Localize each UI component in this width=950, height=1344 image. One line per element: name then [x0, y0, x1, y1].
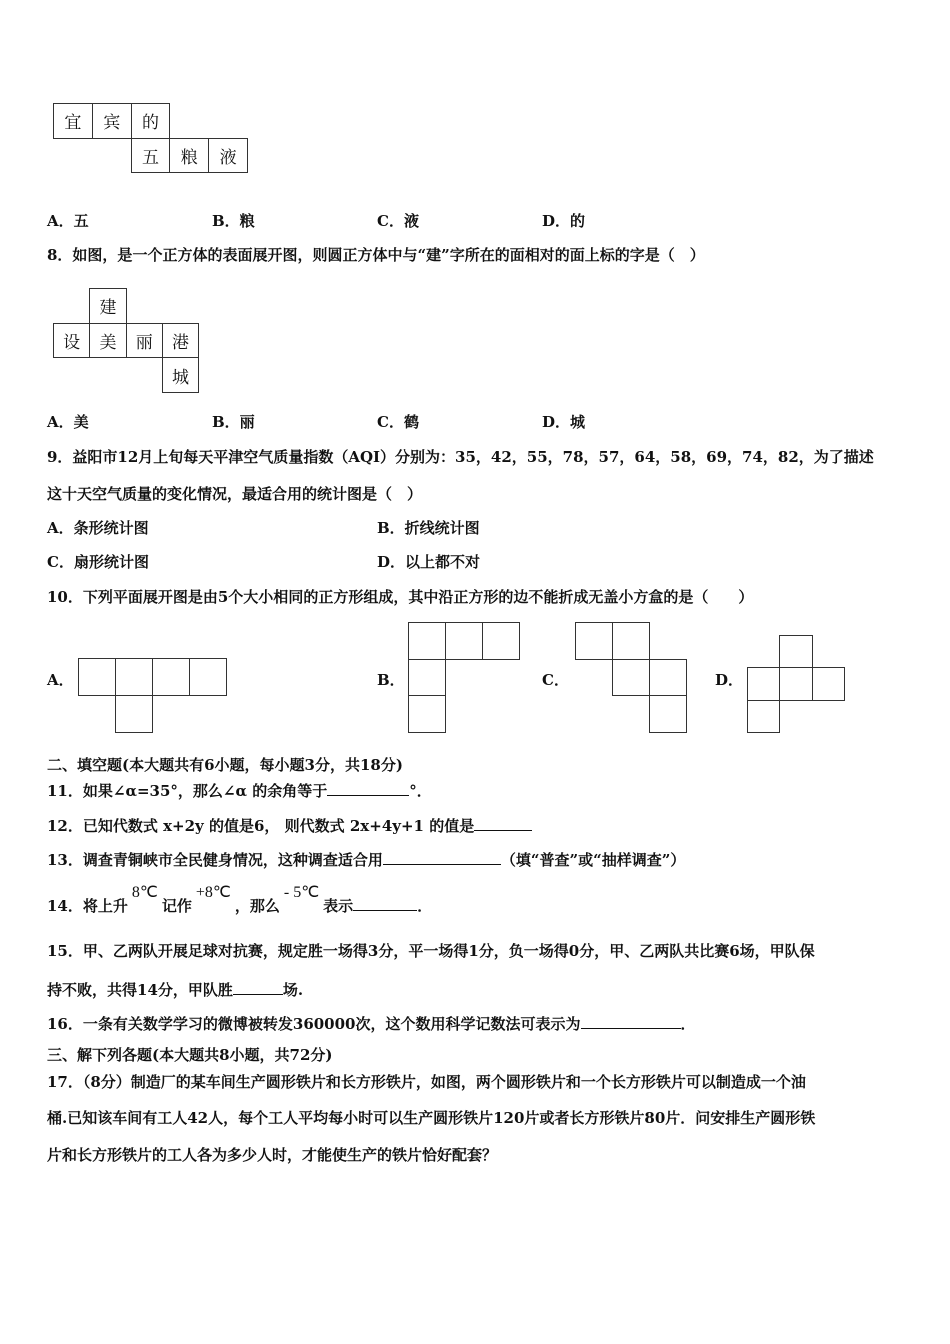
q14-answer-blank[interactable] — [353, 894, 417, 911]
q8-option-b: B．丽 — [212, 413, 255, 431]
net-face — [115, 695, 153, 733]
q11-answer-blank[interactable] — [327, 779, 409, 796]
net-face — [612, 659, 650, 697]
q7-option-d: D．的 — [542, 212, 586, 230]
q14-temp-2: +8℃ — [195, 884, 231, 901]
net-face — [649, 659, 687, 697]
net-face — [445, 622, 483, 660]
net-face: 建 — [89, 288, 126, 324]
q16 — [47, 1012, 696, 1034]
q14-temp-1: 8℃ — [131, 884, 158, 901]
net-face — [612, 622, 650, 660]
net-face: 丽 — [126, 323, 163, 359]
q10-option-d-label: D． — [715, 671, 744, 689]
q10-option-b-label: B． — [377, 671, 405, 689]
q16-text-end: ． — [680, 1015, 696, 1033]
net-face: 城 — [162, 357, 199, 393]
q9-option-c: C．扇形统计图 — [47, 553, 149, 571]
q14-text-c: ，那么 — [234, 897, 280, 915]
q12 — [47, 814, 532, 836]
q14-temp-3: - 5℃ — [283, 884, 320, 901]
net-face — [189, 658, 227, 696]
q15-text: 持不败，共得14分，甲队胜 — [47, 981, 233, 999]
q9-line2: 这十天空气质量的变化情况，最适合用的统计图是（ ） — [47, 485, 423, 503]
net-face — [812, 667, 845, 700]
section-3-heading: 三、解下列各题(本大题共8小题，共72分) — [47, 1046, 333, 1064]
net-face: 港 — [162, 323, 199, 359]
q17-line1: 17．（8分）制造厂的某车间生产圆形铁片和长方形铁片，如图，两个圆形铁片和一个长方形铁片可以制造成一个油 — [47, 1073, 806, 1091]
q16-text: 16．一条有关数学学习的微博被转发360000次，这个数用科学记数法可表示为 — [47, 1015, 581, 1033]
q17-line2: 桶.已知该车间有工人42人，每个工人平均每小时可以生产圆形铁片120片或者长方形铁片80片．问安排生产圆形铁 — [47, 1109, 816, 1127]
q10-option-a-label: A． — [47, 671, 74, 689]
q9-option-b: B．折线统计图 — [377, 519, 480, 537]
q13-answer-blank[interactable] — [383, 848, 501, 865]
net-face — [152, 658, 190, 696]
q9-option-d: D．以上都不对 — [377, 553, 481, 571]
net-face — [408, 659, 446, 697]
q10-option-c-label: C． — [542, 671, 569, 689]
q15-answer-blank[interactable] — [233, 978, 283, 995]
q11-text-end: °． — [409, 782, 432, 800]
net-face: 液 — [208, 138, 248, 174]
net-face — [78, 658, 116, 696]
q8-option-d: D．城 — [542, 413, 586, 431]
q12-answer-blank[interactable] — [474, 814, 532, 831]
net-face: 粮 — [169, 138, 209, 174]
q16-answer-blank[interactable] — [581, 1012, 681, 1029]
q14 — [47, 884, 433, 917]
q13-text: 13．调查青铜峡市全民健身情况，这种调查适合用 — [47, 851, 383, 869]
net-face: 宜 — [53, 103, 93, 139]
q14-text-d: 表示 — [323, 897, 354, 915]
q15-line2 — [47, 978, 303, 1000]
q11 — [47, 779, 432, 801]
q11-text: 11．如果∠α=35°，那么∠α 的余角等于 — [47, 782, 328, 800]
net-face — [649, 695, 687, 733]
net-face — [408, 695, 446, 733]
net-face — [779, 635, 812, 668]
q7-option-c: C．液 — [377, 212, 419, 230]
q17-line3: 片和长方形铁片的工人各为多少人时，才能使生产的铁片恰好配套？ — [47, 1146, 498, 1164]
net-face — [408, 622, 446, 660]
q15-text-end: 场. — [282, 981, 304, 999]
q9-line1: 9．益阳市12月上旬每天平津空气质量指数（AQI）分别为：35，42，55，78，57，64，58，69，74，82，为了描述 — [47, 448, 874, 466]
net-face — [779, 667, 812, 700]
q14-text-b: 记作 — [161, 897, 192, 915]
section-2-heading: 二、填空题(本大题共有6小题，每小题3分，共18分) — [47, 756, 403, 774]
q13-text-end: （填“普查”或“抽样调查”） — [500, 851, 686, 869]
q15-line1: 15．甲、乙两队开展足球对抗赛，规定胜一场得3分，平一场得1分，负一场得0分，甲、乙两队共比赛6场，甲队保 — [47, 942, 815, 960]
q14-text-e: ． — [417, 897, 433, 915]
net-face — [575, 622, 613, 660]
q7-option-a: A．五 — [47, 212, 89, 230]
net-face: 美 — [89, 323, 126, 359]
net-face: 宾 — [92, 103, 132, 139]
net-face: 五 — [131, 138, 171, 174]
net-face: 的 — [131, 103, 171, 139]
q14-text-a: 14．将上升 — [47, 897, 128, 915]
net-face — [482, 622, 520, 660]
net-face — [115, 658, 153, 696]
net-face — [747, 667, 780, 700]
q13 — [47, 848, 685, 870]
net-face — [747, 700, 780, 733]
q8-option-c: C．鹤 — [377, 413, 419, 431]
q8-text: 8．如图，是一个正方体的表面展开图，则圆正方体中与“建”字所在的面相对的面上标的字是（ ） — [47, 246, 705, 264]
net-face: 设 — [53, 323, 90, 359]
q10-text: 10．下列平面展开图是由5个大小相同的正方形组成，其中沿正方形的边不能折成无盖小方盒的是（ ） — [47, 588, 754, 606]
q9-option-a: A．条形统计图 — [47, 519, 149, 537]
q8-option-a: A．美 — [47, 413, 89, 431]
q7-option-b: B．粮 — [212, 212, 255, 230]
q12-text: 12．已知代数式 x+2y 的值是6， 则代数式 2x+4y+1 的值是 — [47, 817, 475, 835]
